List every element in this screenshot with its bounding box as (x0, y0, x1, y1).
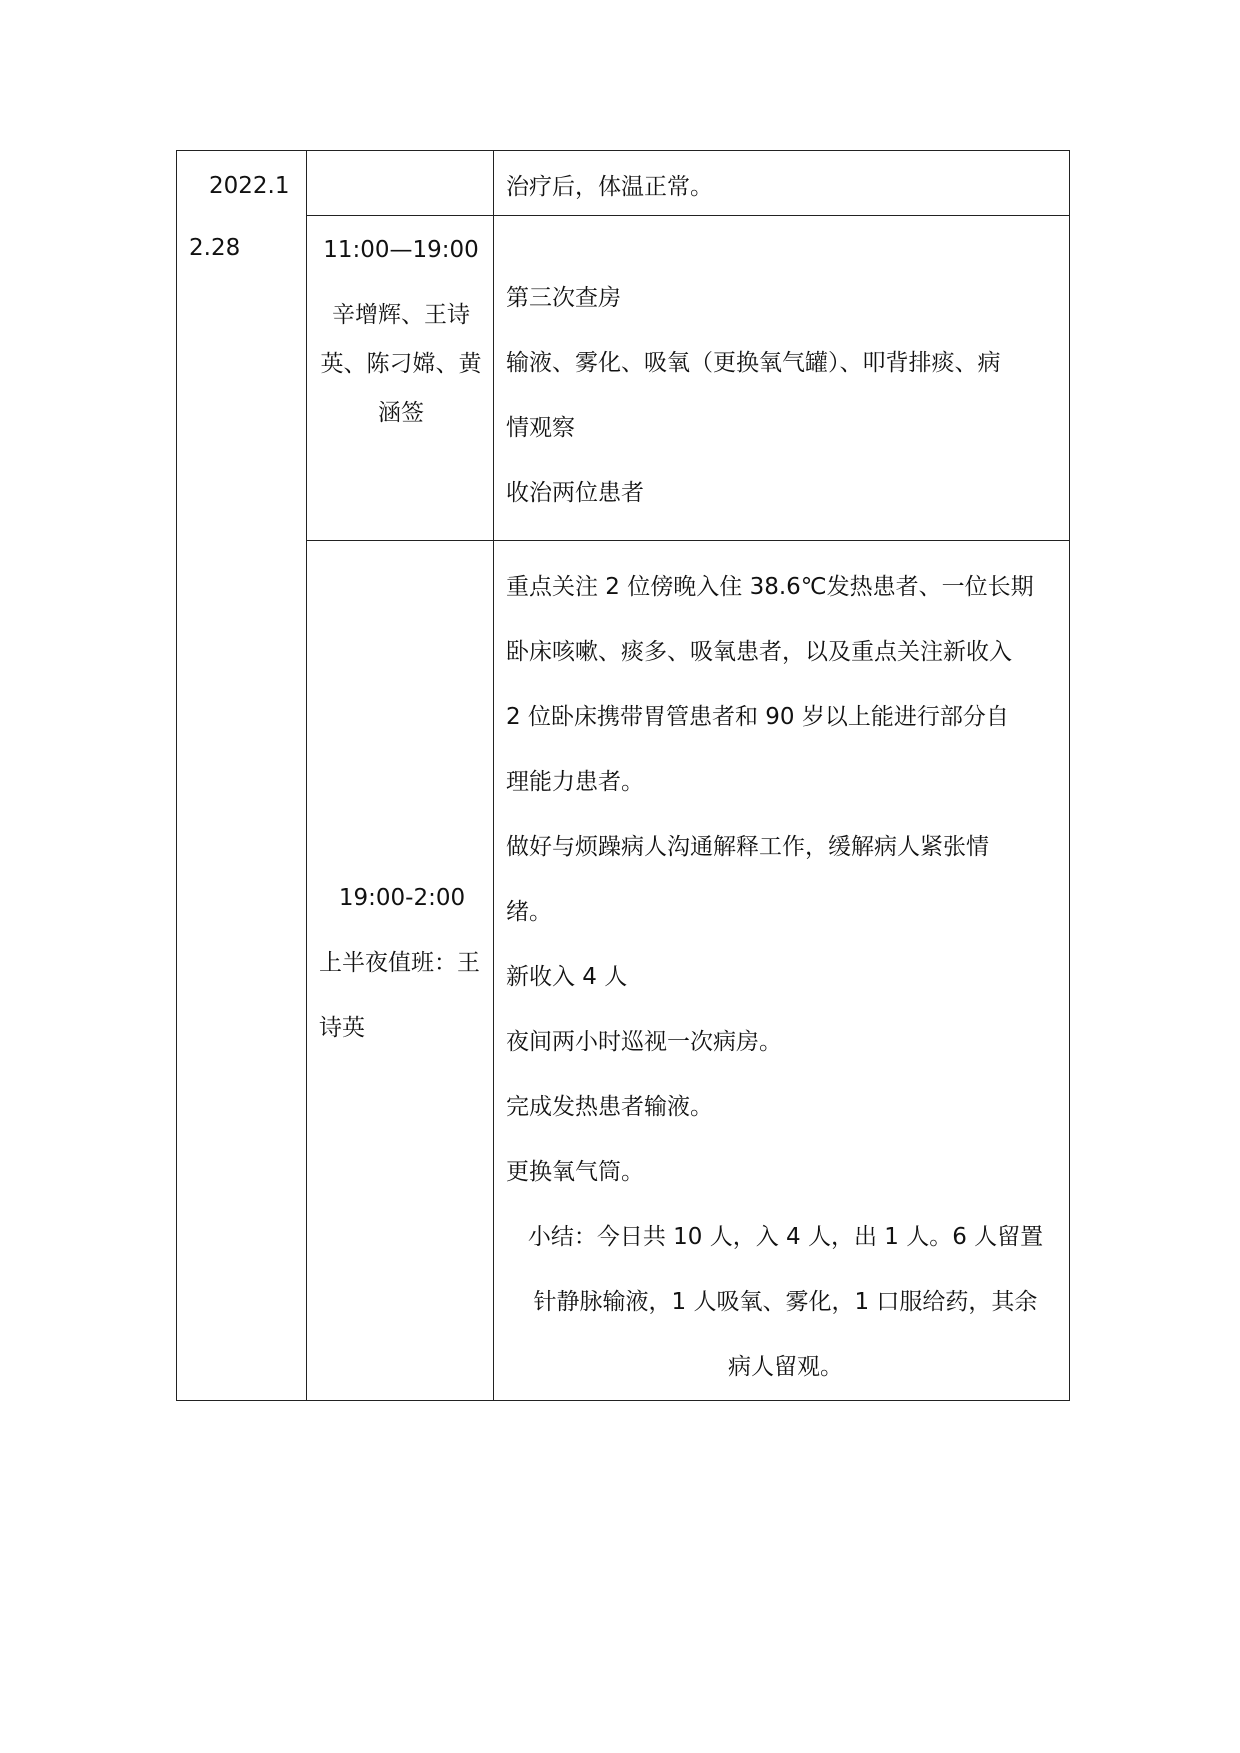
work-line: 收治两位患者 (506, 480, 644, 506)
work-cell (494, 541, 1070, 1401)
work-line: 治疗后，体温正常。 (506, 174, 713, 200)
work-line: 更换氧气筒。 (506, 1159, 644, 1185)
work-line: 情观察 (506, 415, 575, 441)
work-line: 夜间两小时巡视一次病房。 (506, 1029, 782, 1055)
summary-line: 小结：今日共 10 人，入 4 人，出 1 人。6 人留置 (527, 1224, 1044, 1250)
staff-line: 涵签 (378, 400, 424, 426)
work-line: 卧床咳嗽、痰多、吸氧患者，以及重点关注新收入 (506, 639, 1012, 665)
work-line: 完成发热患者输液。 (506, 1094, 713, 1120)
date-text-line: 2022.1 (209, 173, 290, 199)
work-line: 第三次查房 (506, 285, 621, 311)
date-cell (177, 151, 307, 1401)
shift-cell (307, 151, 494, 216)
summary-line: 病人留观。 (728, 1354, 843, 1380)
date-text-line: 2.28 (189, 235, 241, 261)
shift-cell (307, 541, 494, 1401)
work-line: 新收入 4 人 (506, 964, 628, 990)
staff-line: 辛增辉、王诗 (332, 302, 470, 328)
summary-line: 针静脉输液，1 人吸氧、雾化，1 口服给药，其余 (533, 1289, 1038, 1315)
work-line: 绪。 (506, 899, 552, 925)
work-line: 输液、雾化、吸氧（更换氧气罐）、叩背排痰、病 (506, 350, 1001, 376)
work-line: 做好与烦躁病人沟通解释工作，缓解病人紧张情 (506, 834, 989, 860)
staff-line: 英、陈刁嫦、黄 (320, 351, 482, 377)
staff-line: 诗英 (319, 1015, 365, 1041)
work-line: 2 位卧床携带胃管患者和 90 岁以上能进行部分自 (506, 704, 1009, 730)
work-line: 重点关注 2 位傍晚入住 38.6℃发热患者、一位长期 (506, 574, 1034, 600)
care-log-table (176, 150, 1070, 1401)
table-row (177, 151, 1070, 216)
shift-time: 11:00—19:00 (323, 237, 479, 263)
work-line: 理能力患者。 (506, 769, 644, 795)
work-cell (494, 216, 1070, 541)
shift-cell (307, 216, 494, 541)
table-row (177, 216, 1070, 541)
work-cell (494, 151, 1070, 216)
shift-time: 19:00-2:00 (338, 885, 466, 911)
staff-line: 上半夜值班：王 (319, 950, 480, 976)
table-row (177, 541, 1070, 1401)
